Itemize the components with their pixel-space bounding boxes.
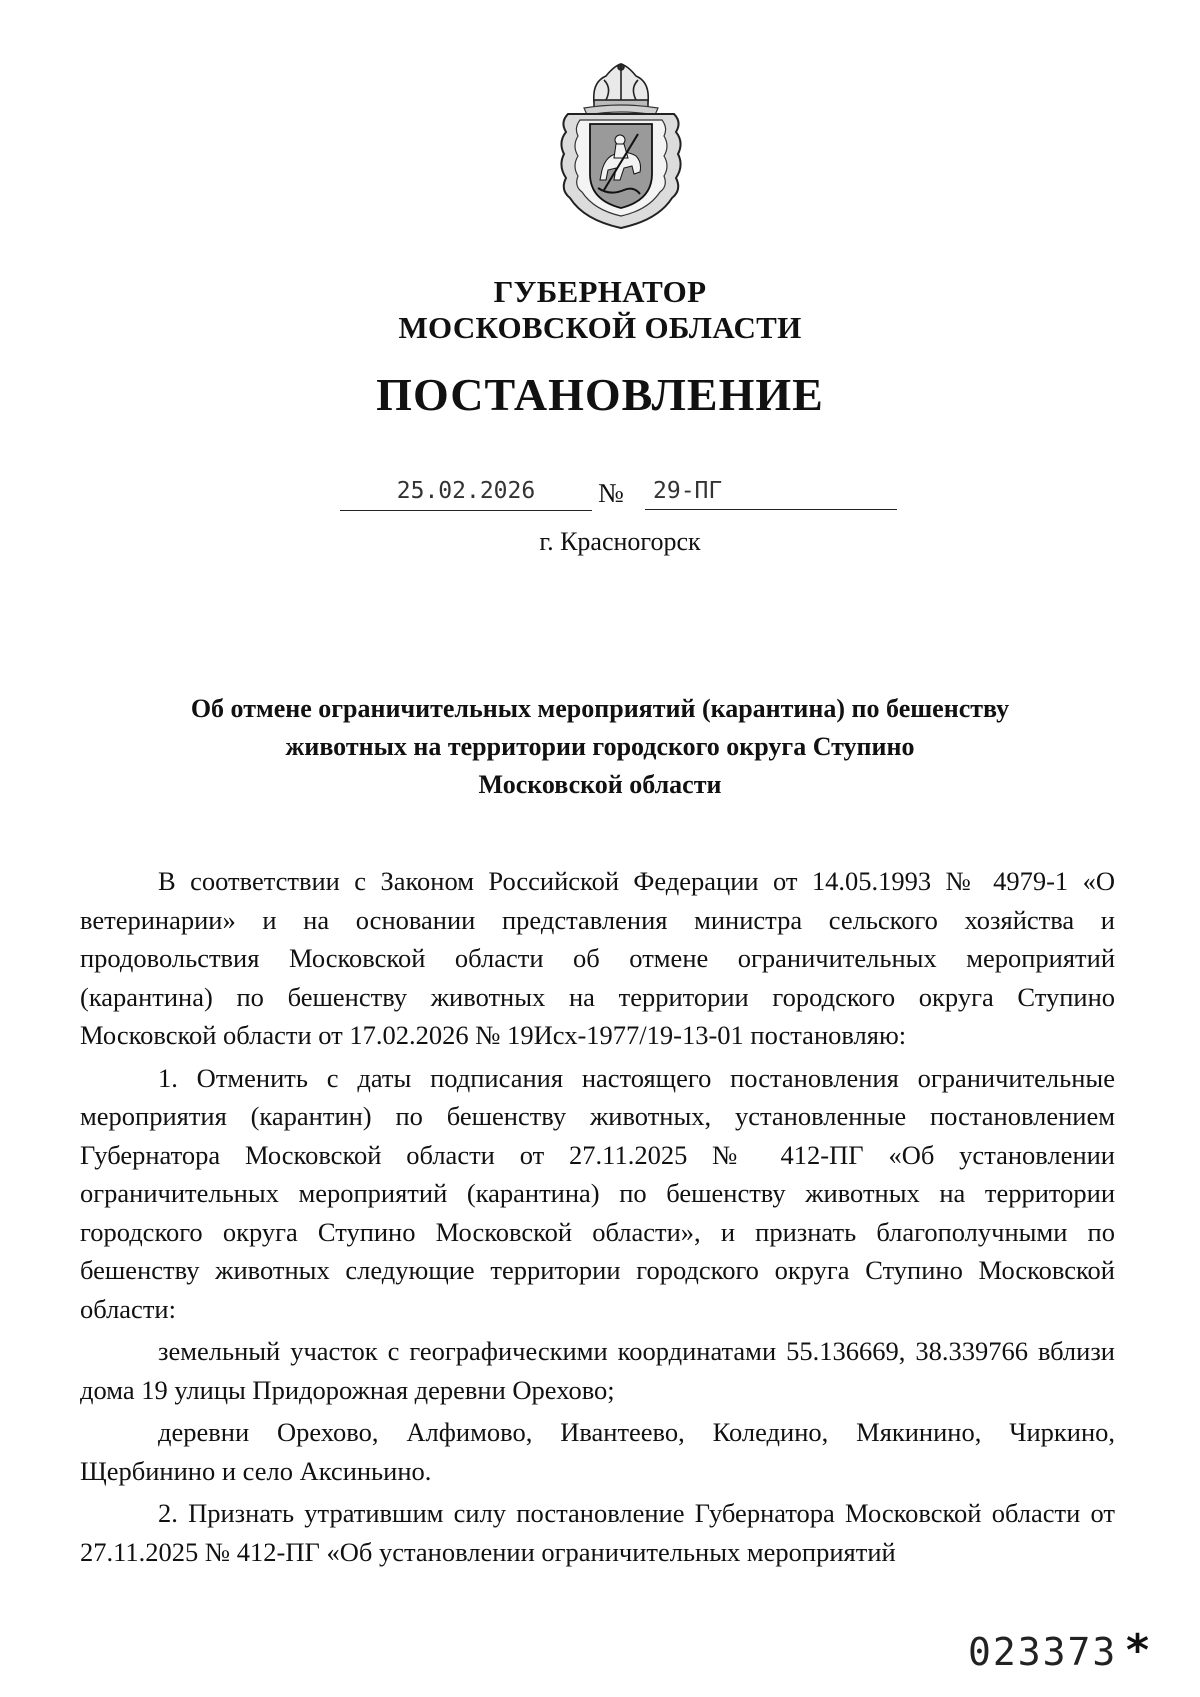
registration-row bbox=[0, 478, 1200, 518]
coat-of-arms-icon bbox=[554, 62, 688, 230]
form-serial-number: 023373 bbox=[968, 1630, 1118, 1674]
registration-date: 25.02.2026 bbox=[340, 478, 592, 511]
issuer-title-line1: ГУБЕРНАТОР bbox=[493, 274, 707, 309]
registration-number: 29-ПГ bbox=[645, 478, 897, 510]
body-paragraph-villages: деревни Орехово, Алфимово, Ивантеево, Коледино, Мякинино, Чиркино, Щербинино и село Аксиньино. bbox=[80, 1417, 1115, 1486]
place-of-issue: г. Красногорск bbox=[539, 527, 701, 556]
subject-line: Московской области bbox=[478, 770, 722, 799]
body-paragraph-land-plot: земельный участок с географическими координатами 55.136669, 38.339766 вблизи дома 19 улицы Придорожная деревни Орехово; bbox=[80, 1336, 1115, 1405]
registration-number-label: № bbox=[598, 478, 624, 508]
subject-line: Об отмене ограничительных мероприятий (карантина) по бешенству bbox=[190, 694, 1010, 723]
issuer-title-line2: МОСКОВСКОЙ ОБЛАСТИ bbox=[398, 310, 802, 345]
subject-line: животных на территории городского округа Ступино bbox=[285, 732, 915, 761]
document-body bbox=[80, 862, 1115, 1575]
body-paragraph-item-1: 1. Отменить с даты подписания настоящего постановления ограничительные мероприятия (карантин) по бешенству животных, установленные постановлением Губернатора Московской области от 27.11.2025 № 412-ПГ «Об установлении ограничительных мероприятий (карантина) по бешенству животных на территории городского округа Ступино Московской области», и признать благополучными по бешенству животных следующие территории городского округа Ступино Московской области: bbox=[80, 1062, 1115, 1324]
body-paragraph-preamble: В соответствии с Законом Российской Федерации от 14.05.1993 № 4979-1 «О ветеринарии» и на основании представления министра сельского хозяйства и продовольствия Московской области об отмене ограничительных мероприятий (карантина) по бешенству животных на территории городского округа Ступино Московской области от 17.02.2026 № 19Исх-1977/19-13-01 постановляю: bbox=[80, 866, 1115, 1050]
serial-asterisk: * bbox=[1126, 1625, 1150, 1676]
document-subject bbox=[140, 690, 1060, 804]
body-paragraph-item-2: 2. Признать утратившим силу постановление Губернатора Московской области от 27.11.2025 № 412-ПГ «Об установлении ограничительных мероприятий bbox=[80, 1498, 1115, 1567]
document-type: ПОСТАНОВЛЕНИЕ bbox=[376, 369, 824, 420]
